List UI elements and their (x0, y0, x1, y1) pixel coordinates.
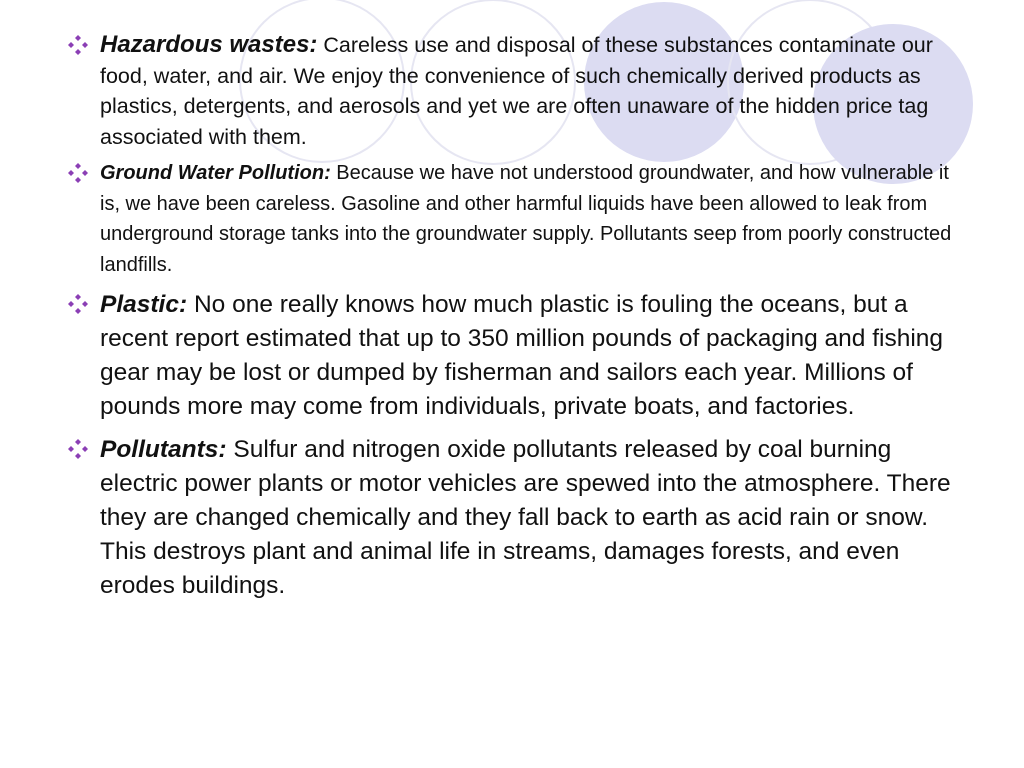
item-term: Ground Water Pollution: (100, 162, 331, 184)
item-text: Sulfur and nitrogen oxide pollutants released by coal burning electric power plants or motor vehicles are spewed into the atmosphere. There they are changed chemically and they fall back to earth as acid rain or snow. This destroys plant and animal life in streams, damages forests, and even erodes buildings. (100, 436, 951, 599)
diamond-dots-icon (66, 437, 90, 461)
diamond-dots-icon (66, 292, 90, 316)
list-item-pollutants (66, 433, 966, 603)
item-text: Because we have not understood groundwater, and how vulnerable it is, we have been careless. Gasoline and other harmful liquids have been allowed to leak from underground storage tanks into the groundwater supply. Pollutants seep from poorly constructed landfills. (100, 162, 952, 276)
item-text: Careless use and disposal of these substances contaminate our food, water, and air. We enjoy the convenience of such chemically derived products as plastics, detergents, and aerosols and yet we are often unaware of the hidden price tag associated with them. (100, 33, 933, 149)
item-term: Plastic: (100, 291, 188, 318)
list-item-ground-water-pollution (66, 158, 966, 280)
item-term: Hazardous wastes: (100, 31, 318, 58)
list-item-hazardous-wastes (66, 30, 966, 152)
diamond-dots-icon (66, 161, 90, 185)
item-term: Pollutants: (100, 436, 227, 463)
bullet-list (66, 30, 966, 612)
item-text: No one really knows how much plastic is fouling the oceans, but a recent report estimated that up to 350 million pounds of packaging and fishing gear may be lost or dumped by fisherman and sailors each year. Millions of pounds more may come from individuals, private boats, and factories. (100, 291, 944, 420)
diamond-dots-icon (66, 33, 90, 57)
list-item-plastic (66, 288, 966, 424)
